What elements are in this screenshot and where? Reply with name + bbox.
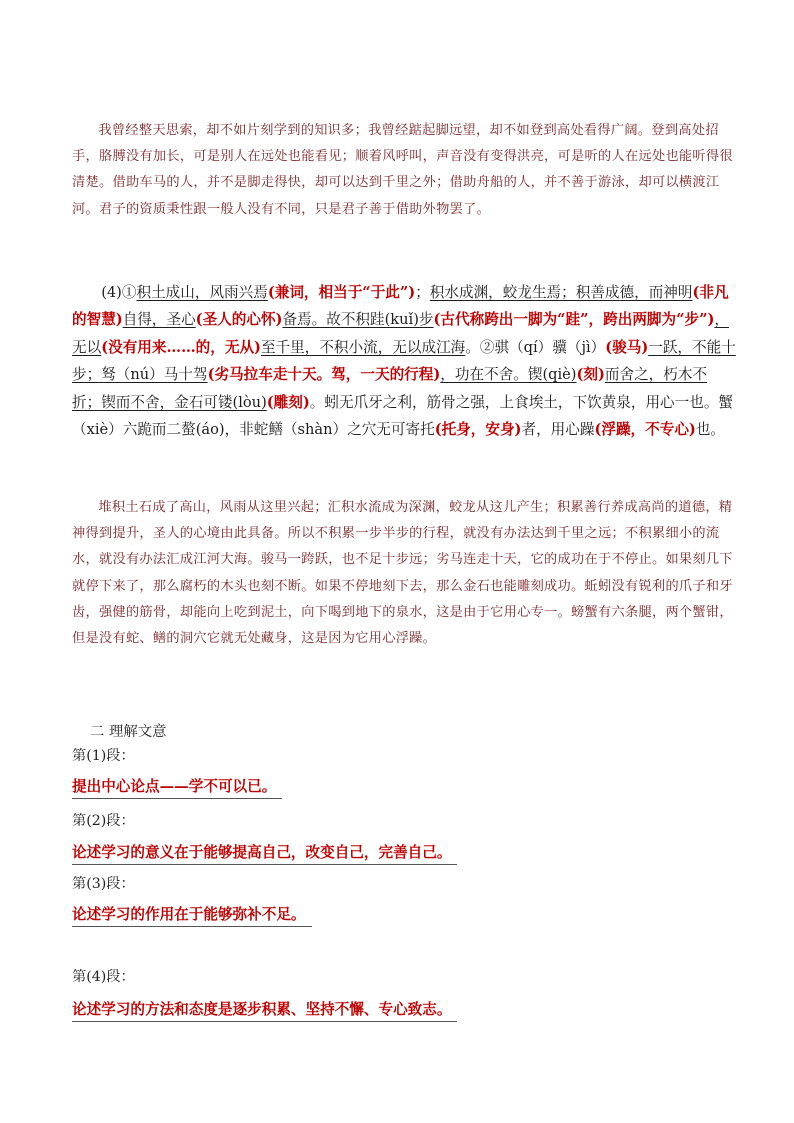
underlined-original-text: ，功在不舍。锲(qiè) [440, 366, 577, 384]
paragraph-label-3: 第(3)段： [72, 876, 135, 892]
underlined-original-text: 积水成渊，蛟龙生焉；积善成德，而神明 [429, 284, 693, 301]
underlined-original-text: 一跃，不能十步；驽（nú）马十驾 [72, 338, 736, 384]
annotation-note: (托身，安身) [434, 421, 522, 439]
paragraph-summary-2: 论述学习的意义在于能够提高自己，改变自己，完善自己。 [72, 841, 457, 865]
translation-paragraph-3: 我曾经整天思索，却不如片刻学到的知识多；我曾经踮起脚远望，却不如登到高处看得广阔。登到高处招手，胳膊没有加长，可是别人在远处也能看见；顺着风呼叫，声音没有变得洪亮，可是听的人在远处也能听得很清楚。借助车马的人，并不是脚走得快，却可以达到千里之外；借助舟船的人，并不善于游泳，却可以横渡江河。君子的资质秉性跟一般人没有不同，只是君子善于借助外物罢了。 [72, 123, 733, 217]
underlined-original-text: ，无以 [72, 311, 730, 356]
underlined-original-text: 备焉。故不积跬(kuǐ)步 [282, 311, 434, 329]
paragraph-label-4: 第(4)段： [72, 969, 135, 985]
paragraph-summary-4: 论述学习的方法和态度是逐步积累、坚持不懈、专心致志。 [72, 998, 457, 1022]
original-text: 。②骐（qí）骥（jì） [465, 338, 606, 356]
original-text: 者，用心躁 [521, 421, 595, 439]
annotation-note: (没有用来……的，无从) [101, 338, 261, 356]
annotation-note: (非凡的智慧) [72, 284, 729, 329]
underlined-original-text: 积土成山，风雨兴焉 [136, 284, 268, 301]
annotation-note: (刻) [576, 366, 605, 384]
original-text: 。蚓无爪牙之利，筋骨之强，上食埃土，下饮黄泉，用心一也。蟹（xiè）六跪而二螯(áo)，非蛇鳝（shàn）之穴无可寄托 [72, 393, 734, 439]
annotation-note: (古代称跨出一脚为“跬”，跨出两脚为“步”) [433, 311, 715, 329]
annotation-note: (圣人的心怀) [195, 311, 283, 329]
underlined-original-text: 而舍之，朽木不折；锲而不舍，金石可镂(lòu) [72, 366, 708, 411]
annotation-note: (浮躁，不专心) [594, 421, 696, 439]
annotation-note: (劣马拉车走十天。驾，一天的行程) [207, 366, 441, 384]
original-text-paragraph-4 [72, 279, 736, 443]
underlined-original-text: 至千里，不积小流，无以成江海 [260, 338, 466, 356]
translation-paragraph-4: 堆积土石成了高山，风雨从这里兴起；汇积水流成为深渊，蛟龙从这儿产生；积累善行养成高尚的道德，精神得到提升，圣人的心境由此具备。所以不积累一步半步的行程，就没有办法达到千里之远；不积累细小的流水，就没有办法汇成江河大海。骏马一跨跃，也不足十步远；劣马连走十天，它的成功在于不停止。如果刻几下就停下来了，那么腐朽的木头也刻不断。如果不停地刻下去，那么金石也能雕刻成功。蚯蚓没有锐利的爪子和牙齿，强健的筋骨，却能向上吃到泥土，向下喝到地下的泉水，这是由于它用心专一。螃蟹有六条腿，两个蟹钳，但是没有蛇、鳝的洞穴它就无处藏身，这是因为它用心浮躁。 [72, 500, 733, 647]
original-text: 也。 [695, 421, 726, 439]
underlined-original-text: 自得，圣心 [122, 311, 196, 329]
original-text: (4)① [101, 284, 137, 301]
original-text: ； [415, 284, 430, 301]
annotation-note: (雕刻) [266, 393, 310, 411]
annotation-note: (骏马) [605, 338, 649, 356]
paragraph-summary-1: 提出中心论点——学不可以已。 [72, 775, 282, 799]
paragraph-label-1: 第(1)段： [72, 748, 135, 764]
paragraph-label-2: 第(2)段： [72, 813, 135, 829]
annotation-note: (兼词，相当于“于此”) [267, 284, 416, 301]
section-title: 二 理解文意 [90, 724, 167, 740]
paragraph-summary-3: 论述学习的作用在于能够弥补不足。 [72, 903, 312, 927]
